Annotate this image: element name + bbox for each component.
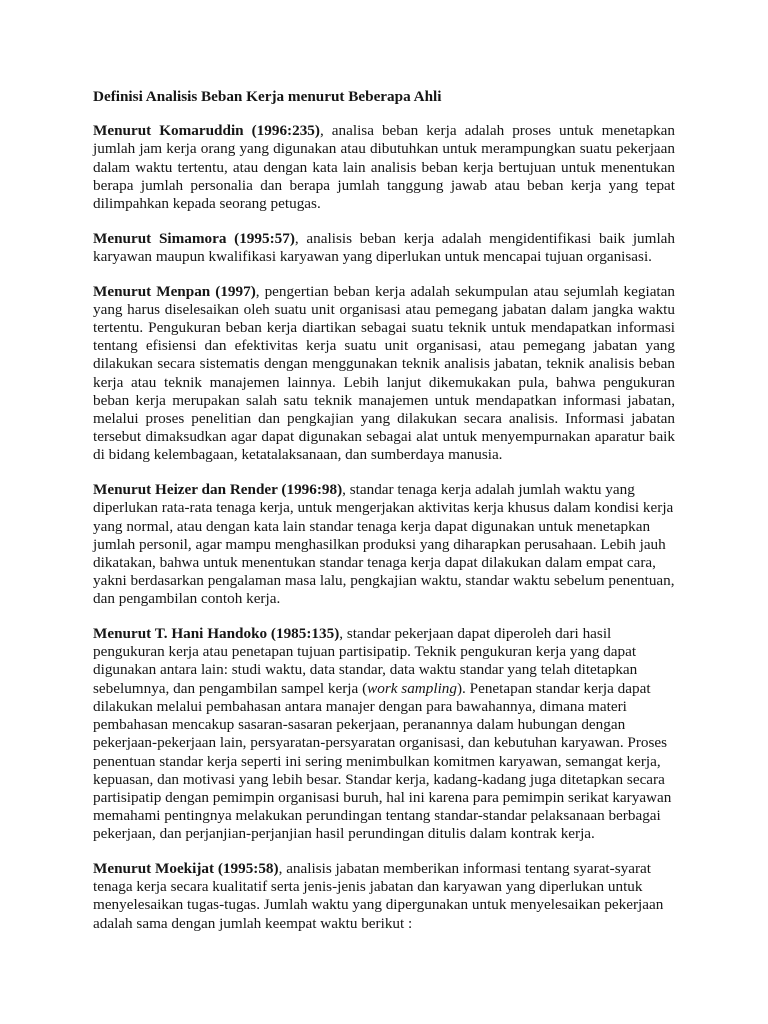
author-komaruddin: Menurut Komaruddin (1996:235) <box>93 122 320 140</box>
paragraph-handoko <box>93 625 675 843</box>
paragraph-simamora <box>93 230 675 266</box>
text-handoko-italic: work sampling <box>367 679 457 697</box>
document-title: Definisi Analisis Beban Kerja menurut Beberapa Ahli <box>93 88 442 105</box>
text-moekijat: , analisis jabatan memberikan informasi tentang syarat-syarat tenaga kerja secara kualitatif serta jenis-jenis jabatan dan karyawan yang diperlukan untuk menyelesaikan tugas-tugas. Jumlah waktu yang dipergunakan untuk menyelesaikan pekerjaan adalah sama dengan jumlah keempat waktu berikut : <box>93 860 664 932</box>
author-heizer-render: Menurut Heizer dan Render (1996:98) <box>93 481 343 499</box>
author-simamora: Menurut Simamora (1995:57) <box>93 229 295 247</box>
text-handoko-b: ). Penetapan standar kerja dapat dilakukan melalui pembahasan antara manajer dengan para bawahannya, dimana materi pembahasan mencakup sasaran-sasaran pekerjaan, peranannya dalam hubungan dengan pekerjaan-pekerjaan lain, persyaratan-persyaratan organisasi, dan kebutuhan karyawan. Proses penentuan standar kerja seperti ini sering menimbulkan komitmen karyawan, semangat kerja, kepuasan, dan motivasi yang lebih besar. Standar kerja, kadang-kadang juga ditetapkan secara partisipatip dengan pemimpin organisasi buruh, hal ini karena para pemimpin serikat karyawan memahami pentingnya melakukan perundingan tentang standar-standar pelaksanaan berbagai pekerjaan, dan perjanjian-perjanjian hasil perundingan ditulis dalam kontrak kerja. <box>93 679 672 843</box>
author-handoko: Menurut T. Hani Handoko (1985:135) <box>93 625 340 643</box>
paragraph-heizer-render <box>93 481 675 608</box>
paragraph-menpan <box>93 283 675 465</box>
paragraph-komaruddin <box>93 122 675 213</box>
author-menpan: Menurut Menpan (1997) <box>93 282 256 300</box>
text-handoko-a: , standar pekerjaan dapat diperoleh dari hasil pengukuran kerja atau penetapan tujuan partisipatip. Teknik pengukuran kerja yang dapat digunakan antara lain: studi waktu, data standar, data waktu standar yang telah ditetapkan sebelumnya, dan pengambilan sampel kerja ( <box>93 625 638 697</box>
text-simamora: , analisis beban kerja adalah mengidentifikasi baik jumlah karyawan maupun kwalifikasi karyawan yang diperlukan untuk mencapai tujuan organisasi. <box>93 229 675 265</box>
text-menpan: , pengertian beban kerja adalah sekumpulan atau sejumlah kegiatan yang harus diselesaikan oleh suatu unit organisasi atau pemegang jabatan dalam jangka waktu tertentu. Pengukuran beban kerja diartikan sebagai suatu teknik untuk mendapatkan informasi tentang efisiensi dan efektivitas kerja suatu unit organisasi, atau pemegang jabatan yang dilakukan secara sistematis dengan menggunakan teknik analisis jabatan, teknik analisis beban kerja atau teknik manajemen lainnya. Lebih lanjut dikemukakan pula, bahwa pengukuran beban kerja merupakan salah satu teknik manajemen untuk mendapatkan informasi jabatan, melalui proses penelitian dan pengkajian yang dilakukan secara analisis. Informasi jabatan tersebut dimaksudkan agar dapat digunakan sebagai alat untuk menyempurnakan aparatur baik di bidang kelembagaan, ketatalaksanaan, dan sumberdaya manusia. <box>93 282 675 464</box>
text-komaruddin: , analisa beban kerja adalah proses untuk menetapkan jumlah jam kerja orang yang digunakan atau dibutuhkan untuk merampungkan suatu pekerjaan dalam waktu tertentu, atau dengan kata lain analisis beban kerja bertujuan untuk menentukan berapa jumlah personalia dan berapa jumlah tanggung jawab atau beban kerja yang tepat dilimpahkan kepada seorang petugas. <box>93 122 675 213</box>
document-page <box>93 88 675 949</box>
text-heizer-render: , standar tenaga kerja adalah jumlah waktu yang diperlukan rata-rata tenaga kerja, untuk mengerjakan aktivitas kerja khusus dalam kondisi kerja yang normal, atau dengan kata lain standar tenaga kerja dapat digunakan untuk menetapkan jumlah personil, agar mampu menghasilkan produksi yang diharapkan perusahaan. Lebih jauh dikatakan, bahwa untuk menentukan standar tenaga kerja dapat dilakukan dalam empat cara, yakni berdasarkan pengalaman masa lalu, pengkajian waktu, standar waktu sebelum penentuan, dan pengambilan contoh kerja. <box>93 481 675 608</box>
paragraph-moekijat <box>93 860 675 933</box>
author-moekijat: Menurut Moekijat (1995:58) <box>93 860 279 878</box>
